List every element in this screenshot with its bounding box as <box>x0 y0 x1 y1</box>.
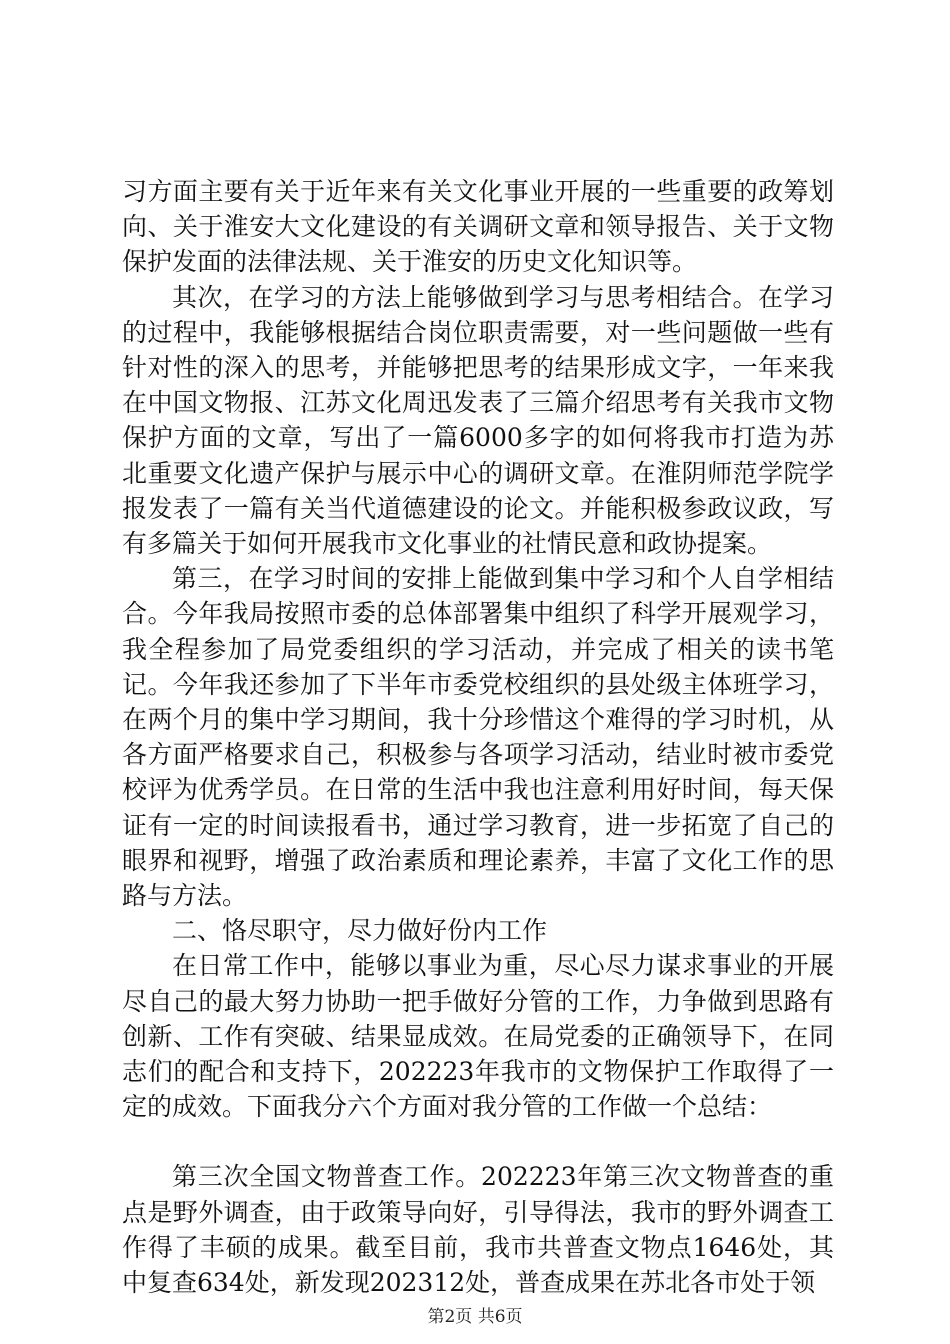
document-body <box>122 174 834 1300</box>
paragraph-study-method: 其次，在学习的方法上能够做到学习与思考相结合。在学习的过程中，我能够根据结合岗位职责需要，对一些问题做一些有针对性的深入的思考，并能够把思考的结果形成文字，一年来我在中国文物报、江苏文化周迅发表了三篇介绍思考有关我市文物保护方面的文章，写出了一篇6000多字的如何将我市打造为苏北重要文化遗产保护与展示中心的调研文章。在淮阴师范学院学报发表了一篇有关当代道德建设的论文。并能积极参政议政，写有多篇关于如何开展我市文化事业的社情民意和政协提案。 <box>122 282 834 559</box>
paragraph-heritage-survey: 第三次全国文物普查工作。202223年第三次文物普查的重点是野外调查，由于政策导向好，引导得法，我市的野外调查工作得了丰硕的成果。截至目前，我市共普查文物点1646处，其中复查634处，新发现202312处，普查成果在苏北各市处于领 <box>122 1162 834 1298</box>
page-number: 第2页 共6页 <box>427 1307 523 1327</box>
paragraph-daily-work: 在日常工作中，能够以事业为重，尽心尽力谋求事业的开展尽自己的最大努力协助一把手做好分管的工作，力争做到思路有创新、工作有突破、结果显成效。在局党委的正确领导下，在同志们的配合和支持下，202223年我市的文物保护工作取得了一定的成效。下面我分六个方面对我分管的工作做一个总结： <box>122 951 834 1122</box>
section-heading-duties: 二、恪尽职守，尽力做好份内工作 <box>172 916 548 946</box>
paragraph-study-content: 习方面主要有关于近年来有关文化事业开展的一些重要的政筹划向、关于淮安大文化建设的有关调研文章和领导报告、关于文物保护发面的法律法规、关于淮安的历史文化知识等。 <box>122 177 834 277</box>
paragraph-study-time: 第三，在学习时间的安排上能做到集中学习和个人自学相结合。今年我局按照市委的总体部署集中组织了科学开展观学习，我全程参加了局党委组织的学习活动，并完成了相关的读书笔记。今年我还参加了下半年市委党校组织的县处级主体班学习，在两个月的集中学习期间，我十分珍惜这个难得的学习时机，从各方面严格要求自己，积极参与各项学习活动，结业时被市委党校评为优秀学员。在日常的生活中我也注意利用好时间，每天保证有一定的时间读报看书，通过学习教育，进一步拓宽了自己的眼界和视野，增强了政治素质和理论素养，丰富了文化工作的思路与方法。 <box>122 564 834 911</box>
